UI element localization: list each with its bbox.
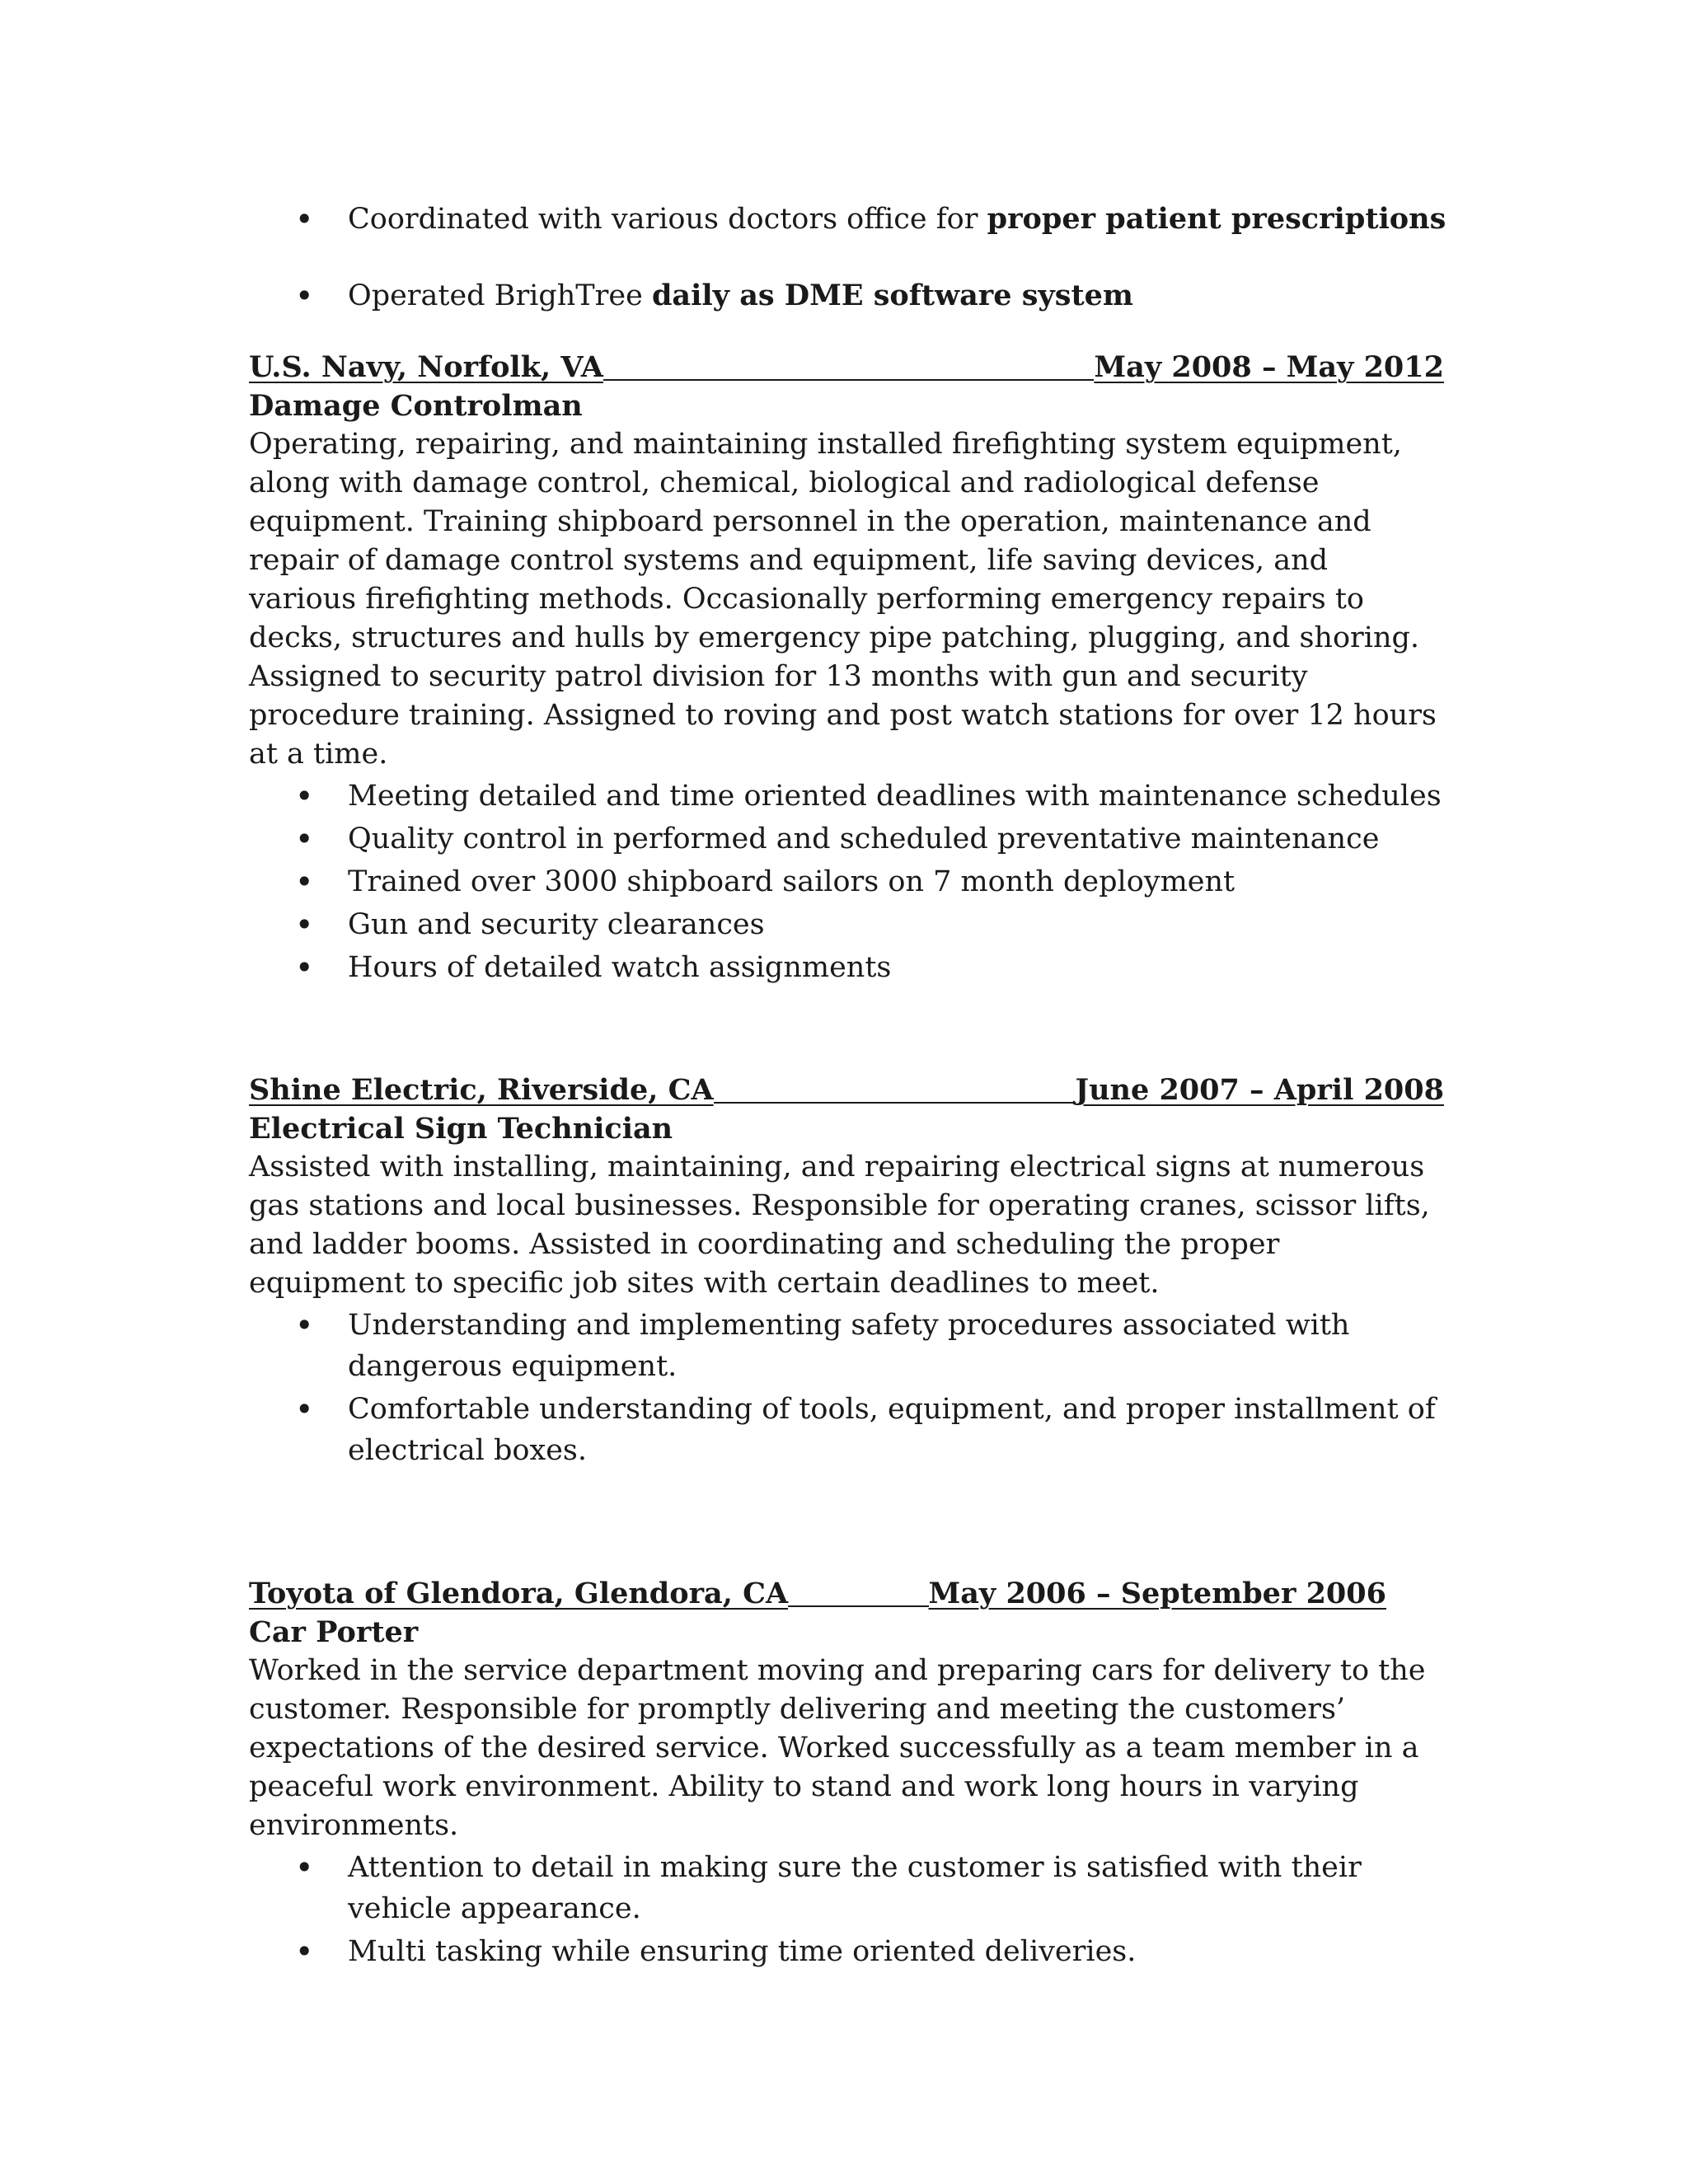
job-duties <box>249 776 1444 988</box>
resume-content <box>249 194 1447 1972</box>
job-duties <box>249 1847 1444 1972</box>
list-item: • Coordinated with various doctors office for proper patient prescriptions <box>249 194 1444 244</box>
list-item: • Attention to detail in making sure the customer is satisfied with their vehicle appearance. <box>249 1847 1444 1929</box>
job-title: Car Porter <box>249 1615 419 1649</box>
job-description: Operating, repairing, and maintaining installed firefighting system equipment, along with damage control, chemical, biological and radiological defense equipment. Training shipboard personnel in the operation, maintenance and repair of damage control systems and equipment, life saving devices, and various firefighting methods. Occasionally performing emergency repairs to decks, structures and hulls by emergency pipe patching, plugging, and shoring. Assigned to security patrol division for 13 months with gun and security procedure training. Assigned to roving and post watch stations for over 12 hours at a time. <box>249 428 1437 771</box>
header-rule <box>603 348 1094 381</box>
job-duties <box>249 1305 1444 1471</box>
job-header <box>249 1071 1444 1109</box>
job-title: Damage Controlman <box>249 389 583 423</box>
job-entry-navy <box>249 348 1444 988</box>
employment-dates: May 2008 – May 2012 <box>1094 350 1444 384</box>
list-item: • Comfortable understanding of tools, equipment, and proper installment of electrical boxes. <box>249 1389 1444 1471</box>
job-description: Assisted with installing, maintaining, and repairing electrical signs at numerous gas stations and local businesses. Responsible for operating cranes, scissor lifts, and ladder booms. Assisted in coordinating and scheduling the proper equipment to specific job sites with certain deadlines to meet. <box>249 1151 1430 1300</box>
employer-name: Shine Electric, Riverside, CA <box>249 1073 714 1107</box>
job-header <box>249 1574 1386 1613</box>
header-rule <box>714 1071 1076 1104</box>
employer-name: U.S. Navy, Norfolk, VA <box>249 350 603 384</box>
header-rule <box>788 1574 928 1607</box>
list-item: • Trained over 3000 shipboard sailors on 7 month deployment <box>249 861 1444 902</box>
job-header <box>249 348 1444 387</box>
employer-name: Toyota of Glendora, Glendora, CA <box>249 1577 789 1610</box>
list-item: • Quality control in performed and scheduled preventative maintenance <box>249 818 1444 860</box>
employment-dates: June 2007 – April 2008 <box>1075 1073 1444 1107</box>
list-item: • Multi tasking while ensuring time oriented deliveries. <box>249 1931 1444 1972</box>
list-item: • Meeting detailed and time oriented deadlines with maintenance schedules <box>249 776 1444 817</box>
job-title: Electrical Sign Technician <box>249 1112 673 1146</box>
job-entry-shine-electric <box>249 1071 1444 1471</box>
job-entry-toyota <box>249 1574 1426 1972</box>
list-item: • Operated BrighTree daily as DME software system <box>249 271 1444 321</box>
list-item: • Understanding and implementing safety procedures associated with dangerous equipment. <box>249 1305 1444 1387</box>
previous-job-duties <box>249 194 1447 321</box>
list-item: • Hours of detailed watch assignments <box>249 947 1444 988</box>
employment-dates: May 2006 – September 2006 <box>928 1577 1386 1610</box>
list-item: • Gun and security clearances <box>249 904 1444 945</box>
job-description: Worked in the service department moving and preparing cars for delivery to the customer. Responsible for promptly delivering and meeting the customers’ expectations of the desired service. Worked successfully as a team member in a peaceful work environment. Ability to stand and work long hours in varying environments. <box>249 1654 1426 1842</box>
